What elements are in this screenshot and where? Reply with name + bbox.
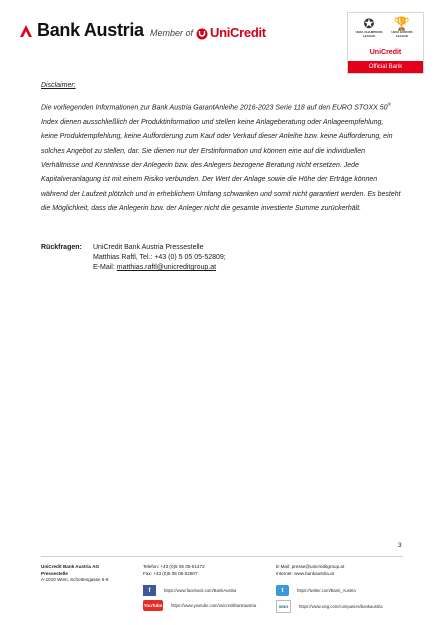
xing-url: https://www.xing.com/companies/bankaustria [299, 604, 383, 609]
twitter-link[interactable] [276, 585, 356, 596]
footer-email: E-Mail: presse@unicreditgroup.at [276, 564, 345, 569]
footer-dept: Pressestelle [41, 570, 68, 576]
unicredit-name: UniCredit [210, 25, 266, 40]
youtube-url: https://www.youtube.com/unicreditbankaustria [171, 603, 257, 608]
disclaimer-text [41, 98, 401, 217]
europa-league-logo [388, 17, 416, 47]
europa-league-trophy-icon: 🏆 [393, 16, 411, 31]
footer-telephone: Telefon: +43 (0)5 05 05-51472 [143, 564, 205, 569]
facebook-link[interactable] [143, 585, 236, 596]
page-number: 3 [398, 542, 402, 549]
twitter-url: https://twitter.com/Bank_Austria [297, 588, 356, 593]
facebook-icon: f [143, 585, 156, 596]
member-of-unicredit [150, 25, 266, 40]
xing-link[interactable] [276, 600, 383, 613]
disclaimer-title: Disclaimer: [41, 82, 76, 89]
footer-company: UniCredit Bank Austria AG [41, 564, 100, 569]
contact-line-2: Matthias Raftl, Tel.: +43 (0) 5 05 05-52809; [93, 254, 226, 261]
xing-icon: XING [276, 600, 291, 613]
footer-fax: Fax: +43 (0)5 05 05-52807 [143, 570, 198, 576]
official-bank-label: Official Bank [348, 61, 423, 73]
unicredit-logo-icon [196, 27, 208, 39]
contact-label: Rückfragen: [41, 244, 82, 251]
contact-line-1: UniCredit Bank Austria Pressestelle [93, 244, 204, 251]
youtube-icon: YouTube [143, 600, 163, 611]
footer-internet: Internet: www.bankaustria.at [276, 570, 334, 576]
europa-league-label: UEFA EUROPA LEAGUE [391, 30, 413, 38]
footer-divider [41, 556, 403, 557]
contact-section [41, 243, 226, 273]
brand-name: Bank Austria [37, 20, 144, 40]
footer-phone [143, 564, 205, 577]
official-bank-badge [347, 12, 424, 74]
footer-address [41, 564, 108, 584]
contact-email-line [93, 263, 226, 273]
twitter-icon: t [276, 585, 289, 596]
contact-details [93, 243, 226, 273]
disclaimer-text-part-2: Index dienen ausschließlich der Produktinformation und stellen keine Anlageberatung oder Anlageempfehlung, keine Produktempfehlung, keine Aufforderung zum Kauf oder Verkauf dieser Anleihe bzw. keine Aufforderung, ein solches Angebot zu stellen, dar. Sie dienen nur der Erstinformation und können eine auf die individuellen Verhältnisse und Kenntnisse der Anlegerin bzw. des Anlegers bezogene Beratung nicht ersetzen. Jede Kapitalveranlagung ist mit einem Risiko verbunden. Der Wert der Anlage sowie die Höhe der Erträge können während der Laufzeit plötzlich und in erheblichem Umfang schwanken und somit nicht garantiert werden. Es besteht die Möglichkeit, dass die Anlegerin bzw. der Anleger nicht die gesamte investierte Summe zurückerhält. [41, 118, 401, 213]
disclaimer-text-part-1: Die vorliegenden Informationen zur Bank Austria GarantAnleihe 2016-2023 Serie 118 auf den EURO STOXX 50 [41, 104, 388, 112]
youtube-link[interactable] [143, 600, 256, 611]
champions-league-star-icon: ✪ [363, 16, 375, 31]
facebook-url: https://www.facebook.com/BankAustria [164, 588, 237, 593]
bank-austria-logo-icon [18, 23, 34, 39]
badge-unicredit-label: UniCredit [369, 48, 402, 56]
disclaimer-section [41, 82, 401, 217]
champions-league-label: UEFA CHAMPIONS LEAGUE [355, 30, 383, 38]
champions-league-logo [355, 17, 383, 47]
member-of-label: Member of [150, 27, 194, 38]
footer-street: A-1010 Wien, Schottengasse 6-8 [41, 577, 109, 582]
footer-web [276, 564, 344, 577]
contact-email-link[interactable]: matthias.raftl@unicreditgroup.at [116, 264, 217, 271]
contact-email-prefix: E-Mail: [93, 264, 117, 271]
registered-mark: ® [387, 102, 391, 107]
bank-austria-logo [18, 20, 144, 41]
badge-unicredit [348, 47, 423, 57]
